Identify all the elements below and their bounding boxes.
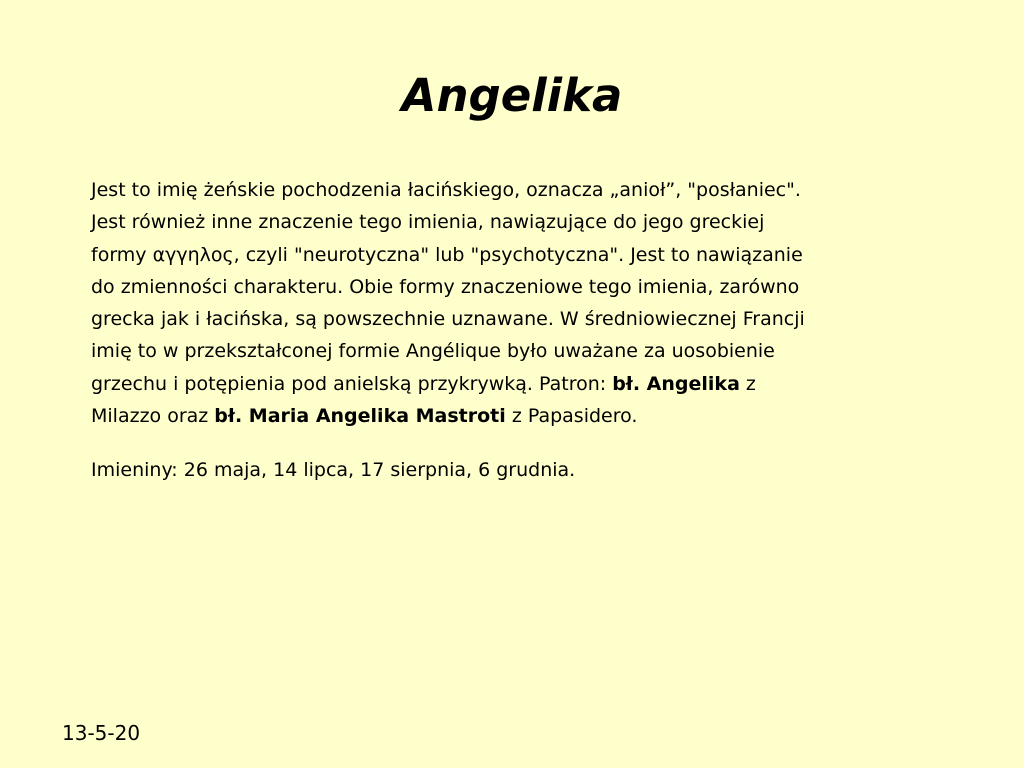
body-line-2: Jest również inne znaczenie tego imienia, nawiązujące do jego greckiej (91, 211, 765, 234)
body-line-8-end: z Papasidero. (505, 405, 638, 428)
body-line-7 (91, 368, 891, 400)
slide-date: 13-5-20 (62, 721, 141, 745)
paragraph-gap (91, 432, 891, 454)
body-line-4: do zmienności charakteru. Obie formy znaczeniowe tego imienia, zarówno (91, 275, 800, 298)
name-days-line: Imieniny: 26 maja, 14 lipca, 17 sierpnia, 6 grudnia. (91, 459, 576, 482)
body-line-7-text: grzechu i potępienia pod anielską przykrywką. Patron: (91, 372, 613, 395)
body-text (91, 174, 891, 487)
body-line-8-text: Milazzo oraz (91, 405, 215, 428)
body-line-5: grecka jak i łacińska, są powszechnie uznawane. W średniowiecznej Francji (91, 308, 805, 331)
body-line-1: Jest to imię żeńskie pochodzenia łacińskiego, oznacza „anioł”, "posłaniec". (91, 179, 801, 201)
patron-name-1: bł. Angelika (612, 372, 740, 395)
slide-title: Angelika (401, 69, 623, 122)
body-line-6: imię to w przekształconej formie Angélique było uważane za uosobienie (91, 340, 775, 363)
body-line-8 (91, 400, 891, 432)
body-line-7-end: z (739, 372, 756, 395)
body-line-3: formy αγγηλος, czyli "neurotyczna" lub "psychotyczna". Jest to nawiązanie (91, 243, 803, 266)
patron-name-2: bł. Maria Angelika Mastroti (214, 405, 506, 428)
